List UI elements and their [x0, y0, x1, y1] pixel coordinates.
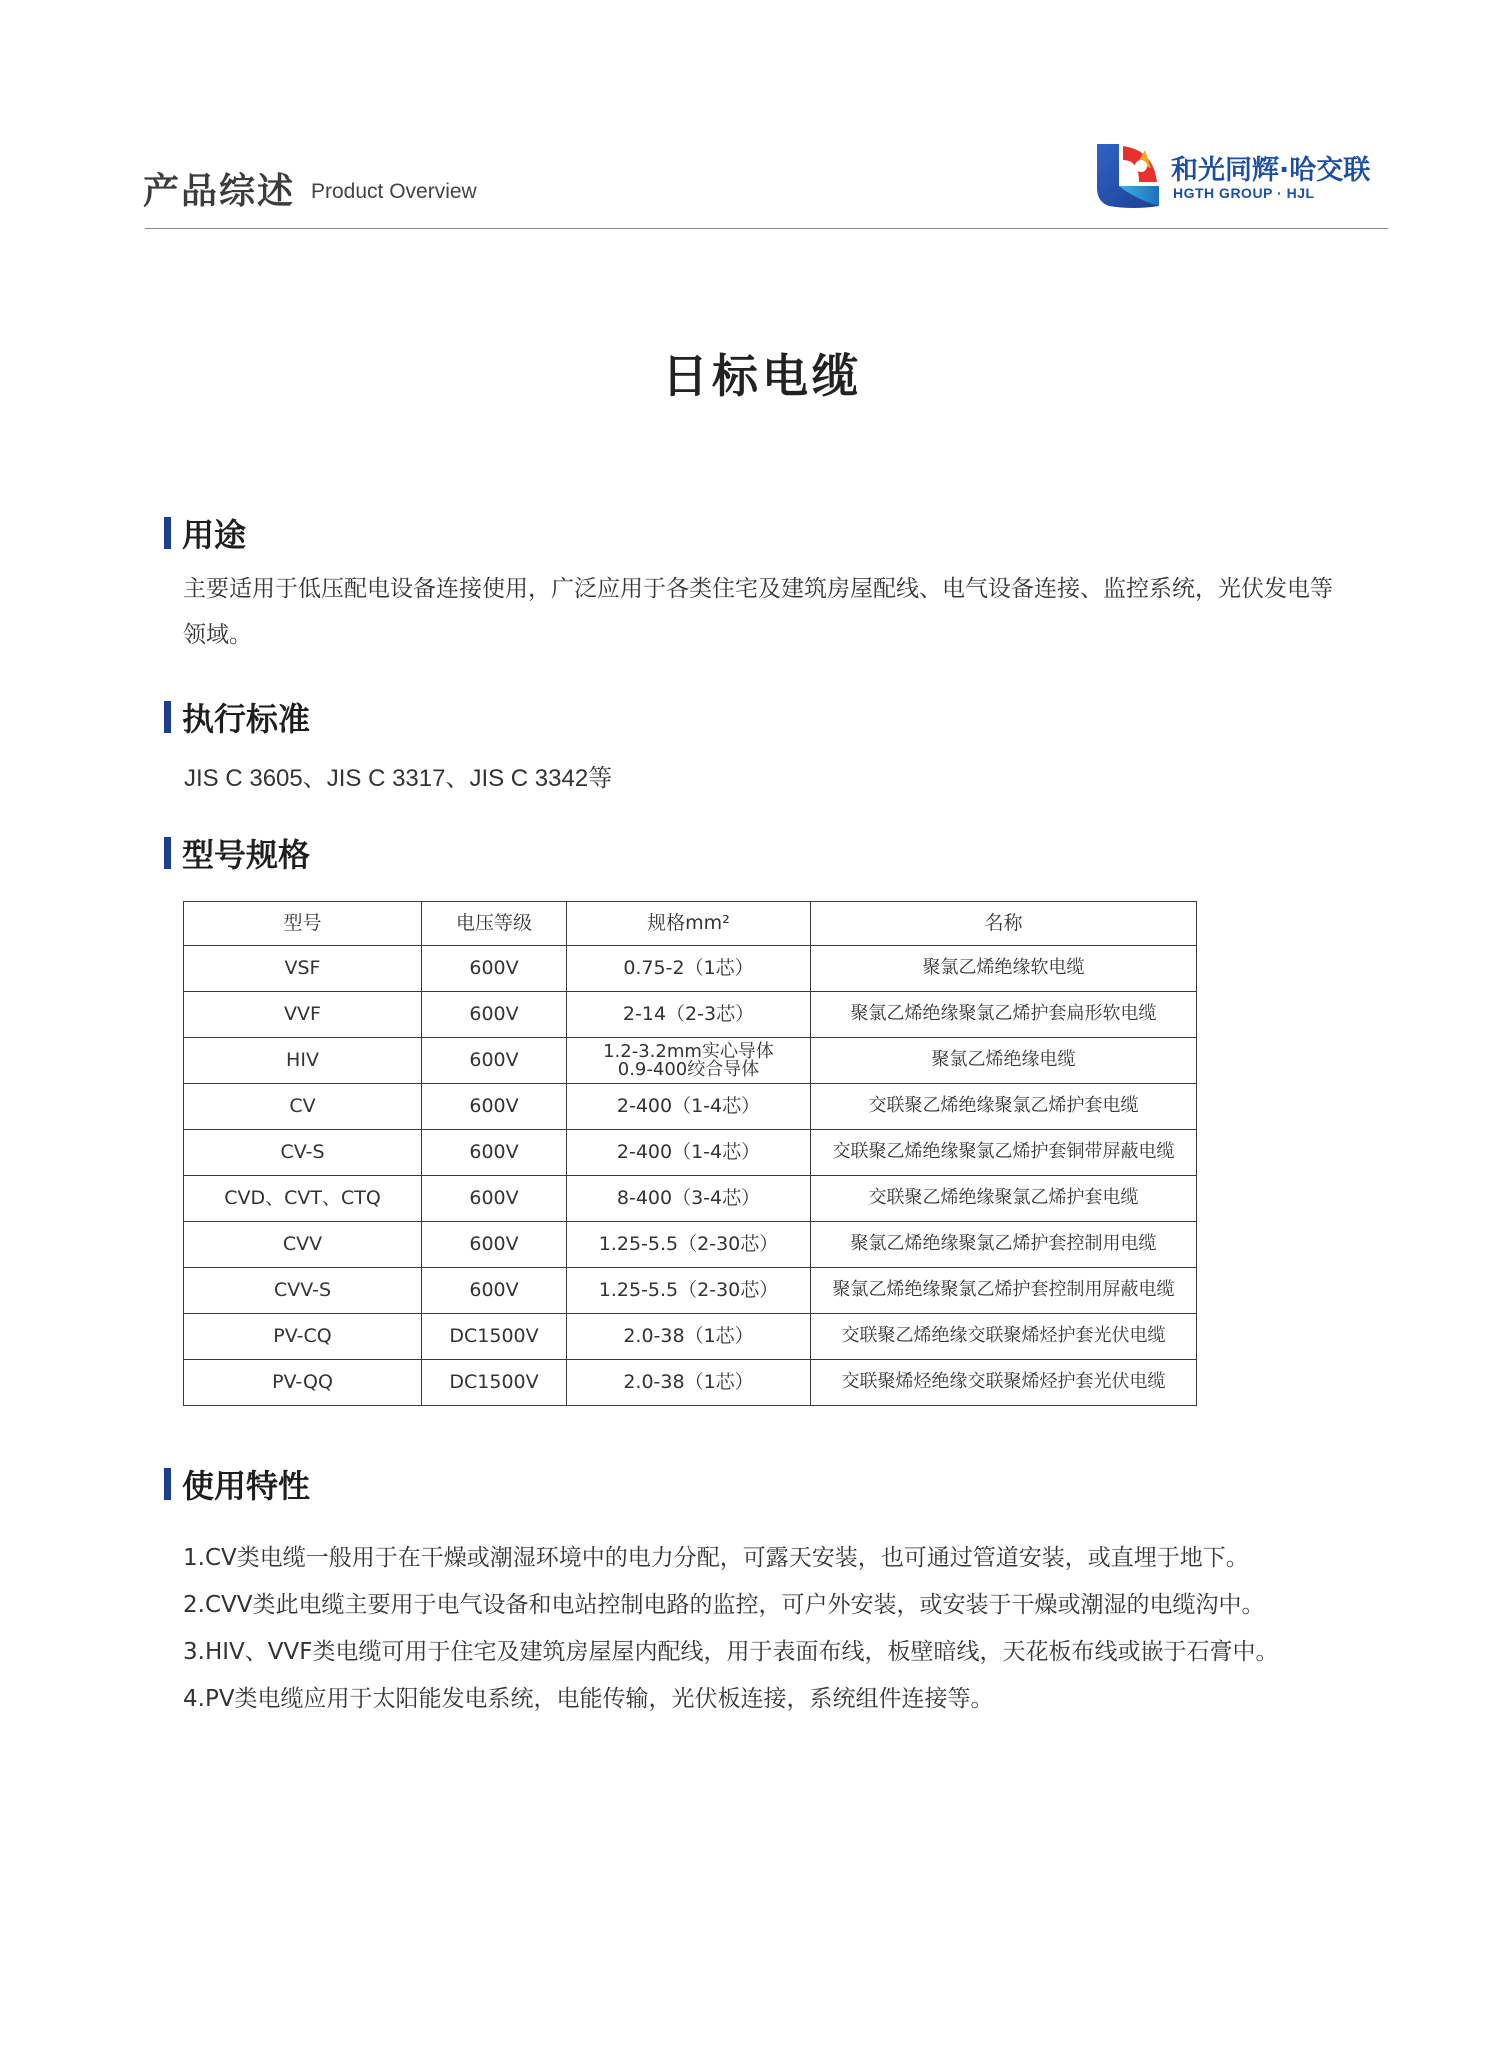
column-header-voltage: 电压等级 [422, 902, 567, 946]
table-row [184, 1222, 1197, 1268]
section-bar [164, 517, 171, 549]
column-header-model: 型号 [184, 902, 422, 946]
cell-voltage: 600V [422, 946, 567, 992]
header-divider [145, 228, 1388, 229]
section-standards-heading [164, 700, 311, 738]
cell-spec: 2-14（2-3芯） [567, 992, 811, 1038]
list-item: 4.PV类电缆应用于太阳能发电系统，电能传输，光伏板连接，系统组件连接等。 [183, 1686, 994, 1712]
cell-model: PV-QQ [184, 1360, 422, 1406]
cell-spec: 8-400（3-4芯） [567, 1176, 811, 1222]
section-title: 使用特性 [182, 1467, 311, 1505]
cell-spec: 1.2-3.2mm实心导体 0.9-400绞合导体 [567, 1038, 811, 1084]
cell-spec: 2.0-38（1芯） [567, 1314, 811, 1360]
cell-voltage: 600V [422, 1130, 567, 1176]
cell-voltage: DC1500V [422, 1314, 567, 1360]
brand-logo [1093, 142, 1393, 212]
cell-spec: 0.75-2（1芯） [567, 946, 811, 992]
features-list [183, 1535, 1383, 1723]
column-header-name: 名称 [811, 902, 1197, 946]
table-row [184, 1038, 1197, 1084]
header-title: 产品综述 [143, 171, 296, 212]
cell-voltage: 600V [422, 1268, 567, 1314]
table-row [184, 1360, 1197, 1406]
section-bar [164, 837, 171, 869]
list-item: 1.CV类电缆一般用于在干燥或潮湿环境中的电力分配，可露天安装，也可通过管道安装，或直埋于地下。 [183, 1545, 1249, 1571]
brand-name-en: HGTH GROUP · HJL [1173, 185, 1315, 201]
section-features-heading [164, 1467, 311, 1505]
cell-model: CVV-S [184, 1268, 422, 1314]
usage-text: 主要适用于低压配电设备连接使用，广泛应用于各类住宅及建筑房屋配线、电气设备连接、监控系统，光伏发电等领域。 [183, 576, 1333, 648]
cell-name: 交联聚乙烯绝缘聚氯乙烯护套电缆 [811, 1176, 1197, 1222]
cell-voltage: DC1500V [422, 1360, 567, 1406]
cell-name: 聚氯乙烯绝缘聚氯乙烯护套控制用电缆 [811, 1222, 1197, 1268]
section-title: 用途 [182, 516, 247, 554]
spec-table-body [184, 946, 1197, 1406]
cell-spec: 2.0-38（1芯） [567, 1360, 811, 1406]
list-item: 2.CVV类此电缆主要用于电气设备和电站控制电路的监控，可户外安装，或安装于干燥或潮湿的电缆沟中。 [183, 1592, 1265, 1618]
cell-model: CVV [184, 1222, 422, 1268]
cell-voltage: 600V [422, 992, 567, 1038]
cell-model: CV-S [184, 1130, 422, 1176]
cell-voltage: 600V [422, 1038, 567, 1084]
cell-spec: 2-400（1-4芯） [567, 1084, 811, 1130]
cell-model: HIV [184, 1038, 422, 1084]
cell-name: 交联聚乙烯绝缘聚氯乙烯护套铜带屏蔽电缆 [811, 1130, 1197, 1176]
section-bar [164, 1468, 171, 1500]
table-row [184, 1084, 1197, 1130]
spec-table [183, 901, 1197, 1406]
cell-model: VVF [184, 992, 422, 1038]
cell-name: 聚氯乙烯绝缘聚氯乙烯护套扁形软电缆 [811, 992, 1197, 1038]
brand-logo-icon [1093, 142, 1163, 212]
cell-spec: 1.25-5.5（2-30芯） [567, 1222, 811, 1268]
cell-name: 聚氯乙烯绝缘聚氯乙烯护套控制用屏蔽电缆 [811, 1268, 1197, 1314]
brand-name-cn: 和光同辉·哈交联 [1171, 155, 1371, 186]
section-specs-heading [164, 836, 311, 874]
cell-name: 聚氯乙烯绝缘电缆 [811, 1038, 1197, 1084]
table-row [184, 992, 1197, 1038]
cell-spec: 1.25-5.5（2-30芯） [567, 1268, 811, 1314]
table-row [184, 1268, 1197, 1314]
cell-model: PV-CQ [184, 1314, 422, 1360]
cell-voltage: 600V [422, 1222, 567, 1268]
cell-voltage: 600V [422, 1176, 567, 1222]
cell-model: VSF [184, 946, 422, 992]
section-title: 执行标准 [182, 700, 311, 738]
standards-text: JIS C 3605、JIS C 3317、JIS C 3342等 [184, 765, 613, 792]
section-title: 型号规格 [182, 836, 311, 874]
cell-spec: 2-400（1-4芯） [567, 1130, 811, 1176]
table-row [184, 1176, 1197, 1222]
cell-name: 交联聚烯烃绝缘交联聚烯烃护套光伏电缆 [811, 1360, 1197, 1406]
cell-model: CVD、CVT、CTQ [184, 1176, 422, 1222]
section-bar [164, 701, 171, 733]
cell-model: CV [184, 1084, 422, 1130]
page-title: 日标电缆 [662, 349, 862, 403]
column-header-spec: 规格mm² [567, 902, 811, 946]
cell-name: 交联聚乙烯绝缘交联聚烯烃护套光伏电缆 [811, 1314, 1197, 1360]
cell-voltage: 600V [422, 1084, 567, 1130]
table-header-row [184, 902, 1197, 946]
cell-name: 聚氯乙烯绝缘软电缆 [811, 946, 1197, 992]
header-subtitle: Product Overview [311, 180, 477, 203]
table-row [184, 1130, 1197, 1176]
table-row [184, 1314, 1197, 1360]
table-row [184, 946, 1197, 992]
list-item: 3.HIV、VVF类电缆可用于住宅及建筑房屋屋内配线，用于表面布线，板壁暗线，天花板布线或嵌于石膏中。 [183, 1639, 1279, 1665]
section-usage-heading [164, 516, 247, 554]
cell-name: 交联聚乙烯绝缘聚氯乙烯护套电缆 [811, 1084, 1197, 1130]
